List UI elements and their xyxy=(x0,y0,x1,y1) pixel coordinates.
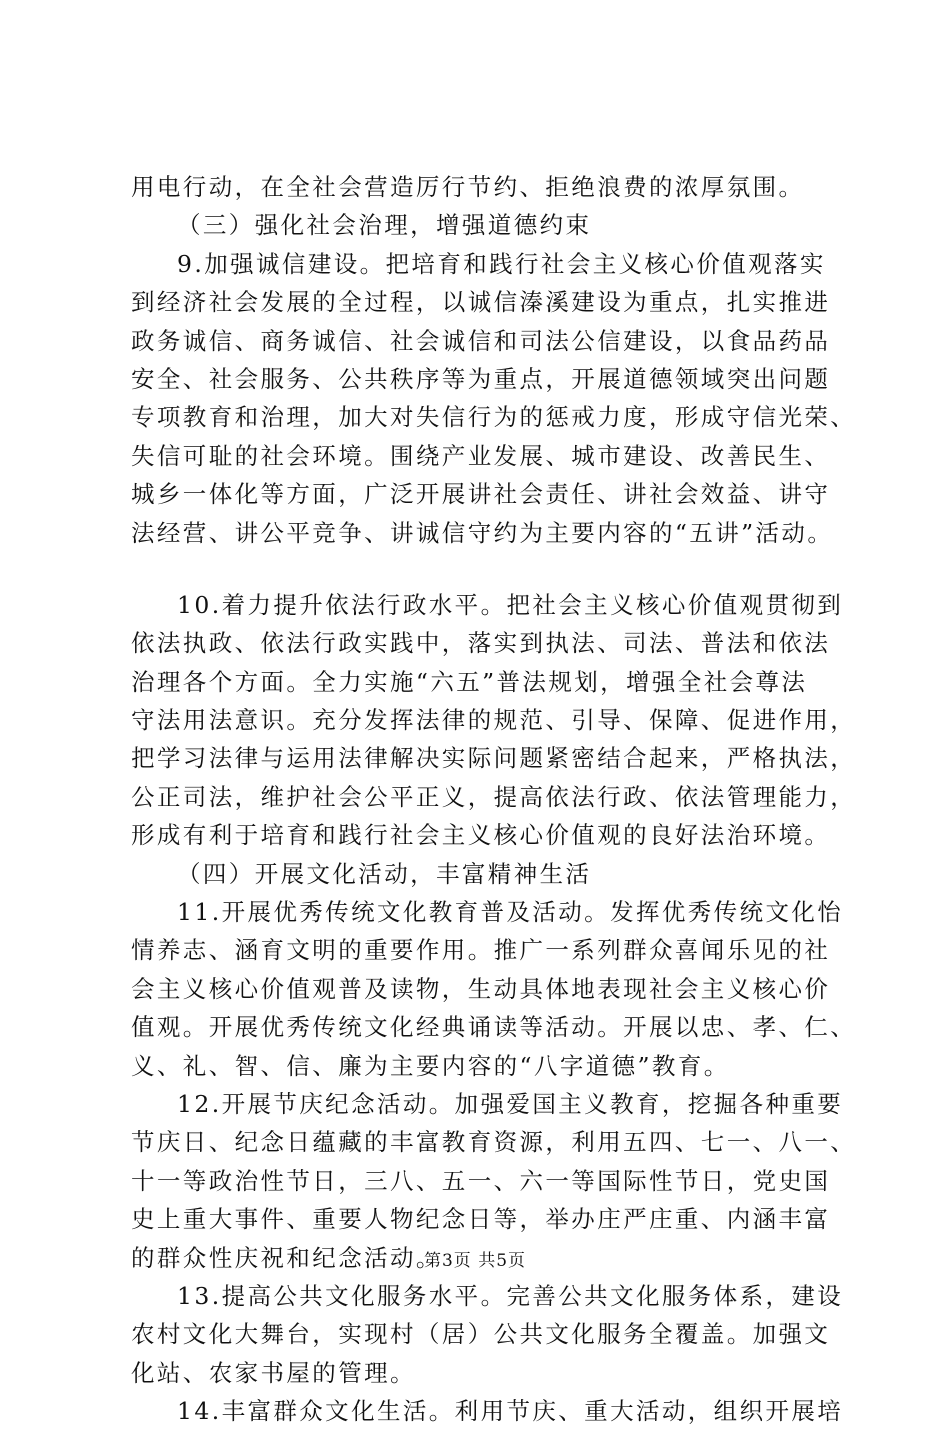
text-line: 农村文化大舞台，实现村（居）公共文化服务全覆盖。加强文 xyxy=(131,1320,831,1349)
text-line: 安全、社会服务、公共秩序等为重点，开展道德领域突出问题 xyxy=(131,364,831,393)
text-line: 用电行动，在全社会营造厉行节约、拒绝浪费的浓厚氛围。 xyxy=(131,173,805,201)
text-line: 情养志、涵育文明的重要作用。推广一系列群众喜闻乐见的社 xyxy=(131,936,831,965)
text-line: 法经营、讲公平竞争、讲诚信守约为主要内容的“五讲”活动。 xyxy=(131,518,834,547)
text-line: 治理各个方面。全力实施“六五”普法规划，增强全社会尊法 xyxy=(131,667,808,696)
text-line: 失信可耻的社会环境。围绕产业发展、城市建设、改善民生、 xyxy=(131,441,831,470)
section-heading: （三）强化社会治理，增强道德约束 xyxy=(177,211,592,240)
text-line: 把学习法律与运用法律解决实际问题紧密结合起来，严格执法， xyxy=(131,744,857,773)
text-line: 城乡一体化等方面，广泛开展讲社会责任、讲社会效益、讲守 xyxy=(131,480,831,509)
document-body xyxy=(131,168,857,1431)
text-line: 专项教育和治理，加大对失信行为的惩戒力度，形成守信光荣、 xyxy=(131,403,857,432)
text-line: 12.开展节庆纪念活动。加强爱国主义教育，挖掘各种重要 xyxy=(177,1089,844,1118)
text-line: 守法用法意识。充分发挥法律的规范、引导、保障、促进作用， xyxy=(131,706,857,735)
text-line: 14.丰富群众文化生活。利用节庆、重大活动，组织开展培 xyxy=(177,1397,844,1426)
text-line: 化站、农家书屋的管理。 xyxy=(131,1358,416,1387)
text-line: 13.提高公共文化服务水平。完善公共文化服务体系，建设 xyxy=(177,1281,844,1310)
text-line: 十一等政治性节日，三八、五一、六一等国际性节日，党史国 xyxy=(131,1166,831,1195)
text-line: 公正司法，维护社会公平正义，提高依法行政、依法管理能力， xyxy=(131,782,857,811)
section-heading: （四）开展文化活动，丰富精神生活 xyxy=(177,859,592,888)
text-line: 到经济社会发展的全过程，以诚信溱溪建设为重点，扎实推进 xyxy=(131,288,831,317)
text-line: 的群众性庆祝和纪念活动。 xyxy=(131,1243,442,1272)
text-line: 依法执政、依法行政实践中，落实到执法、司法、普法和依法 xyxy=(131,629,831,658)
text-line: 政务诚信、商务诚信、社会诚信和司法公信建设，以食品药品 xyxy=(131,326,831,355)
page-number-footer: 第3页 共5页 xyxy=(423,1251,527,1271)
text-line: 节庆日、纪念日蕴藏的丰富教育资源，利用五四、七一、八一、 xyxy=(131,1128,857,1157)
text-line: 会主义核心价值观普及读物，生动具体地表现社会主义核心价 xyxy=(131,974,831,1003)
text-line: 9.加强诚信建设。把培育和践行社会主义核心价值观落实 xyxy=(177,249,826,278)
text-line: 义、礼、智、信、廉为主要内容的“八字道德”教育。 xyxy=(131,1051,730,1080)
text-line: 形成有利于培育和践行社会主义核心价值观的良好法治环境。 xyxy=(131,821,831,850)
text-line: 值观。开展优秀传统文化经典诵读等活动。开展以忠、孝、仁、 xyxy=(131,1013,857,1042)
text-line: 史上重大事件、重要人物纪念日等，举办庄严庄重、内涵丰富 xyxy=(131,1205,831,1234)
text-line: 10.着力提升依法行政水平。把社会主义核心价值观贯彻到 xyxy=(177,590,844,619)
text-line: 11.开展优秀传统文化教育普及活动。发挥优秀传统文化怡 xyxy=(177,898,844,927)
